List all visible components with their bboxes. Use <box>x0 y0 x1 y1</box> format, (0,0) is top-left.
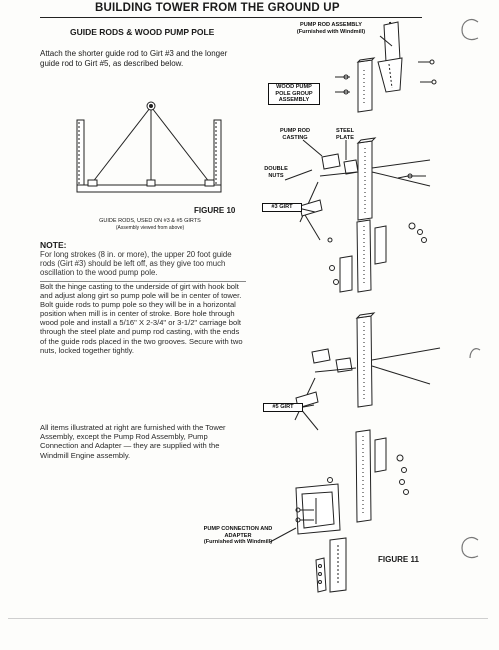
callout-wood-pump-pole-group: WOOD PUMP POLE GROUP ASSEMBLY <box>268 83 320 105</box>
note-text: For long strokes (8 in. or more), the upper 20 foot guide rods (Girt #3) should be left off, as they give too much oscillation to the wood pump pole. <box>40 250 232 278</box>
instructions-paragraph: Bolt the hinge casting to the underside of girt with hook bolt and adjust along girt so pump pole will be in center of tower. Bolt guide rods to pump pole so they will be in a horizontal position when mill is in center of stroke. Bore hole through wood pole and install a 5/16" X 2-3/4" or 3-1/2" carriage bolt through the steel plate and pump rod casting, with the ends of the guide rods placed in the two grooves. Secure with two nuts, locked together tightly. <box>40 282 243 355</box>
callout-pump-rod-assembly <box>286 22 376 35</box>
intro-paragraph: Attach the shorter guide rod to Girt #3 and the longer guide rod to Girt #5, as described below. <box>40 49 228 68</box>
note-heading: NOTE: <box>40 240 67 250</box>
callout-pump-rod-assembly-note: (Furnished with Windmill) <box>296 28 366 35</box>
callout-steel-plate: STEEL PLATE <box>335 128 355 141</box>
figure10-subcaption: (Assembly viewed from above) <box>115 225 185 231</box>
callout-pump-connection <box>192 526 284 546</box>
page-bottom-edge <box>8 618 488 619</box>
binder-marks <box>462 20 480 558</box>
figure10-label: FIGURE 10 <box>194 206 236 215</box>
items-paragraph: All items illustrated at right are furnished with the Tower Assembly, except the Pump Rod Assembly, Pump Connection and Adapter — they are supplied with the Windmill Engine assembly. <box>40 423 226 460</box>
callout-pump-connection-title: PUMP CONNECTION AND ADAPTER <box>203 526 273 539</box>
callout-girt-5: #5 GIRT <box>263 403 303 412</box>
figure11-drawing <box>270 22 440 592</box>
callout-pump-rod-assembly-title: PUMP ROD ASSEMBLY <box>300 22 362 28</box>
callout-pump-rod-casting: PUMP ROD CASTING <box>279 128 311 141</box>
figure11-label: FIGURE 11 <box>378 555 419 564</box>
figure10-caption <box>70 218 230 232</box>
callout-double-nuts: DOUBLE NUTS <box>264 166 288 179</box>
figure10-caption-text: GUIDE RODS, USED ON #3 & #5 GIRTS <box>99 218 201 224</box>
page-title: BUILDING TOWER FROM THE GROUND UP <box>95 2 340 14</box>
callout-pump-connection-note: (Furnished with Windmill) <box>203 539 273 545</box>
callout-girt-3: #3 GIRT <box>262 203 302 212</box>
figure10-drawing <box>77 102 221 192</box>
section-heading: GUIDE RODS & WOOD PUMP POLE <box>70 27 215 37</box>
